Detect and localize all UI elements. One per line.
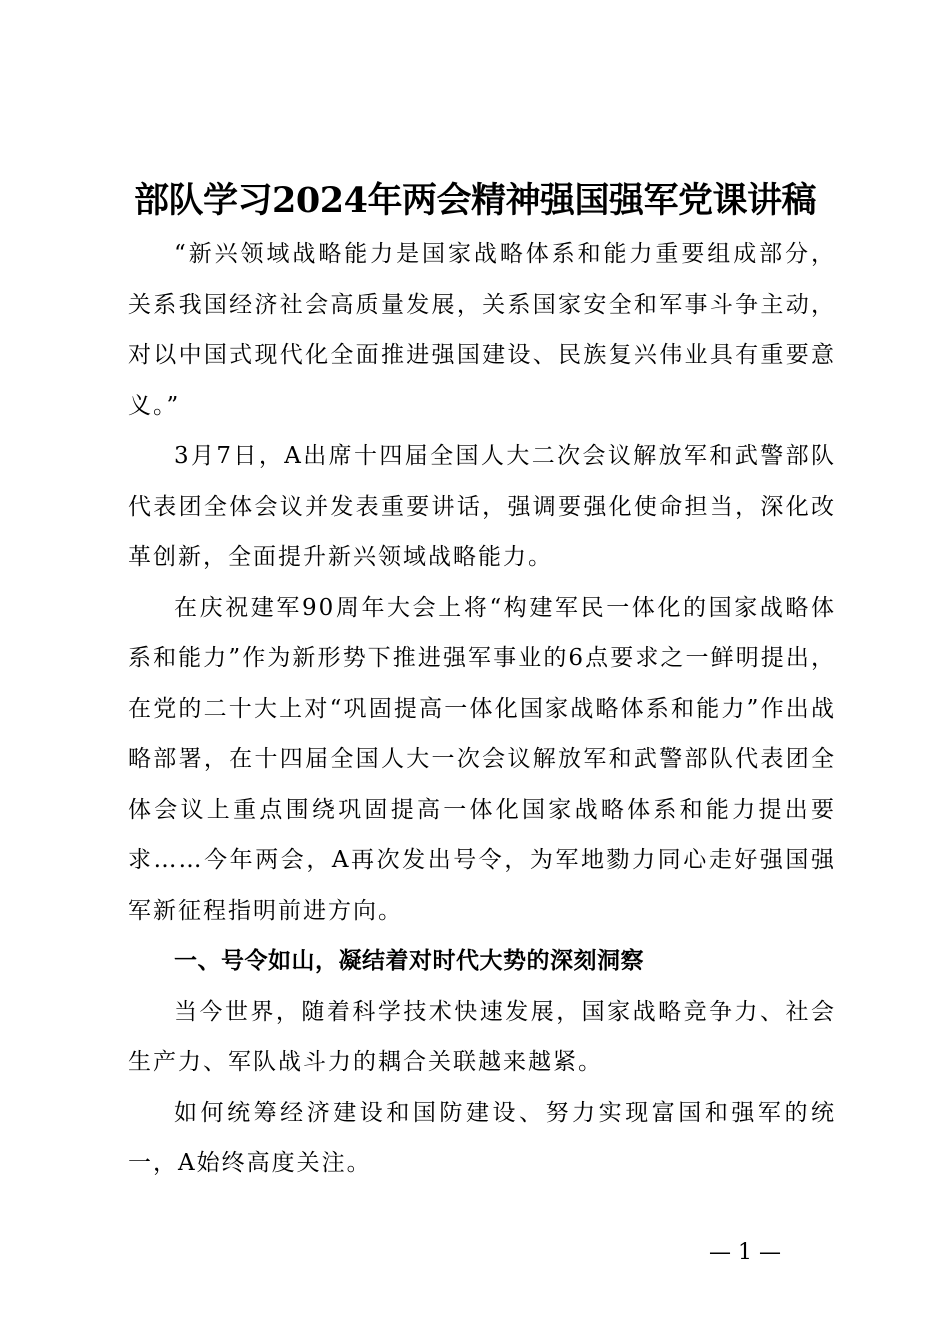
document-title: 部队学习2024年两会精神强国强军党课讲稿 — [134, 180, 816, 221]
section-heading: 一、号令如山，凝结着对时代大势的深刻洞察 — [174, 948, 644, 974]
document-body — [128, 229, 836, 1189]
paragraph-strategic-system: 在庆祝建军90周年大会上将“构建军民一体化的国家战略体系和能力”作为新形势下推进强军事业的6点要求之一鲜明提出，在党的二十大上对“巩固提高一体化国家战略体系和能力”作出战略部署，在十四届全国人大一次会议解放军和武警部队代表团全体会议上重点围绕巩固提高一体化国家战略体系和能力提出要求……今年两会，A再次发出号令，为军地勠力同心走好强国强军新征程指明前进方向。 — [128, 594, 836, 924]
paragraph-world-today: 当今世界，随着科学技术快速发展，国家战略竞争力、社会生产力、军队战斗力的耦合关联越来越紧。 — [128, 998, 836, 1075]
paragraph-coordination: 如何统筹经济建设和国防建设、努力实现富国和强军的统一，A始终高度关注。 — [128, 1099, 836, 1176]
page-number: — 1 — — [709, 1240, 781, 1265]
paragraph-quote: “新兴领域战略能力是国家战略体系和能力重要组成部分，关系我国经济社会高质量发展，关系国家安全和军事斗争主动，对以中国式现代化全面推进强国建设、民族复兴伟业具有重要意义。” — [128, 241, 836, 419]
paragraph-march-7: 3月7日，A出席十四届全国人大二次会议解放军和武警部队代表团全体会议并发表重要讲话，强调要强化使命担当，深化改革创新，全面提升新兴领域战略能力。 — [128, 443, 836, 570]
